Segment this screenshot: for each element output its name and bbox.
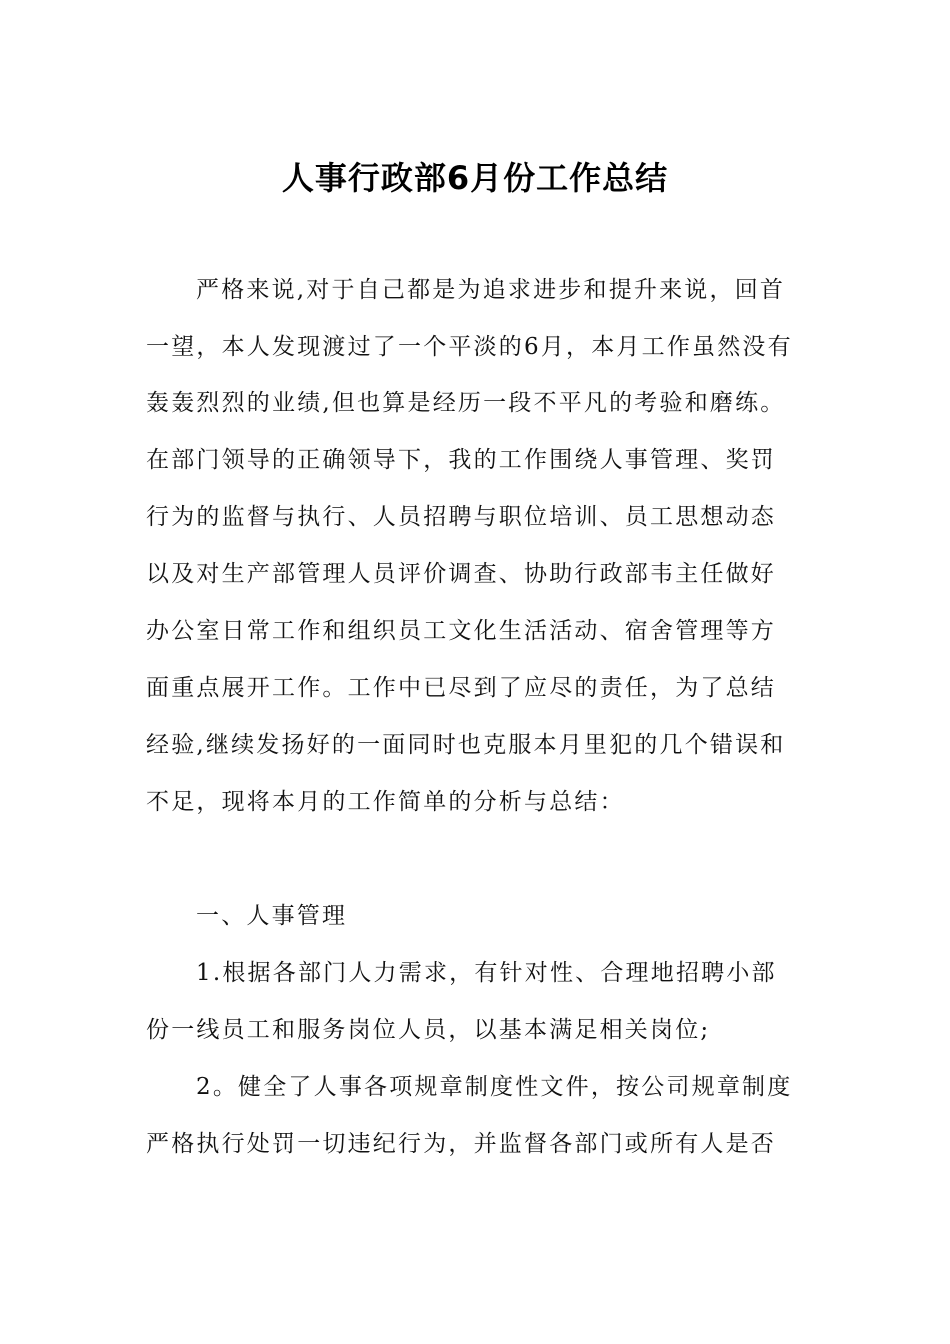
paragraph-line: 以及对生产部管理人员评价调查、协助行政部韦主任做好 — [146, 561, 776, 587]
paragraph-line: 行为的监督与执行、人员招聘与职位培训、员工思想动态 — [146, 504, 776, 530]
paragraph-line: 不足，现将本月的工作简单的分析与总结： — [146, 789, 625, 815]
section-heading: 一、人事管理 — [196, 903, 348, 929]
paragraph-line: 面重点展开工作。工作中已尽到了应尽的责任，为了总结 — [146, 675, 776, 701]
list-item-line: 严格执行处罚一切违纪行为，并监督各部门或所有人是否 — [146, 1131, 776, 1157]
paragraph-line: 一望，本人发现渡过了一个平淡的6月，本月工作虽然没有 — [146, 334, 793, 360]
paragraph-line: 在部门领导的正确领导下，我的工作围绕人事管理、奖罚 — [146, 447, 776, 473]
paragraph-line: 办公室日常工作和组织员工文化生活活动、宿舍管理等方 — [146, 618, 776, 644]
list-item-line: 2。健全了人事各项规章制度性文件，按公司规章制度 — [196, 1074, 793, 1100]
document-title: 人事行政部6月份工作总结 — [281, 159, 669, 197]
paragraph-line: 轰轰烈烈的业绩,但也算是经历一段不平凡的考验和磨练。 — [146, 390, 786, 416]
paragraph-line: 严格来说,对于自己都是为追求进步和提升来说，回首 — [196, 277, 786, 303]
list-item-line: 份一线员工和服务岗位人员，以基本满足相关岗位; — [146, 1017, 711, 1043]
paragraph-line: 经验,继续发扬好的一面同时也克服本月里犯的几个错误和 — [146, 732, 786, 758]
list-item-line: 1.根据各部门人力需求，有针对性、合理地招聘小部 — [196, 960, 777, 986]
